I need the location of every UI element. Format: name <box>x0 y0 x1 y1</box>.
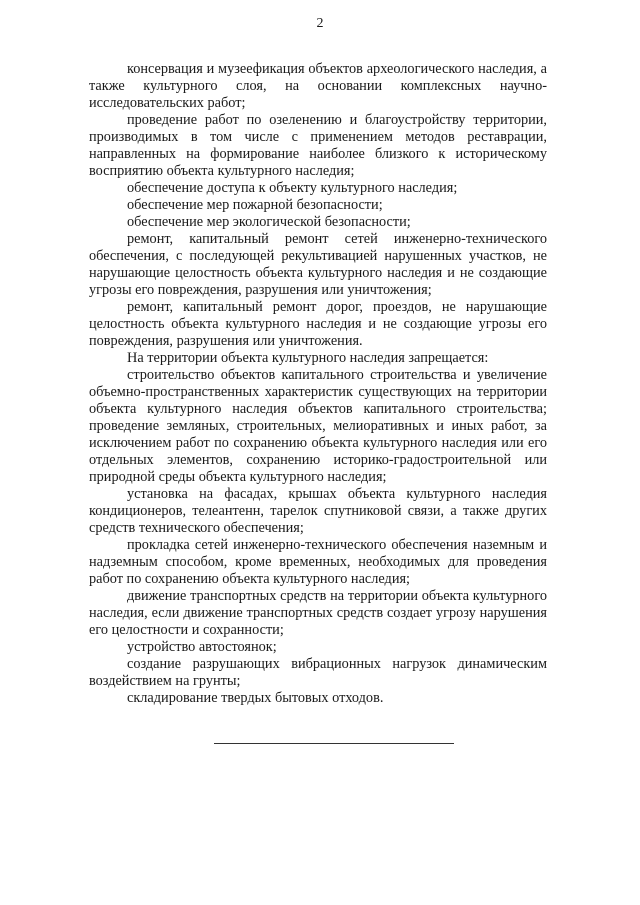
page-number: 2 <box>316 16 324 31</box>
closing-divider <box>214 743 454 744</box>
paragraph-prohibitions-heading: На территории объекта культурного наследия запрещается: <box>127 350 489 366</box>
paragraph-vibration-ban: создание разрушающих вибрационных нагрузок динамическим воздействием на грунты; <box>89 656 547 689</box>
paragraph-archaeology-conservation: консервация и музеефикация объектов археологического наследия, а также культурного слоя, на основании комплексных научно-исследовательских работ; <box>89 61 547 111</box>
document-body <box>89 61 547 707</box>
paragraph-network-repair: ремонт, капитальный ремонт сетей инженерно-технического обеспечения, с последующей рекультивацией нарушенных участков, не нарушающие целостность объекта культурного наследия и не создающие угрозы его повреждения, разрушения или уничтожения; <box>89 231 547 298</box>
paragraph-construction-ban: строительство объектов капитального строительства и увеличение объемно-пространственных характеристик существующих на территории объекта культурного наследия объектов капитального строительства; проведение земляных, строительных, мелиоративных и иных работ, за исключением работ по сохранению объекта культурного наследия или его отдельных элементов, сохранению историко-градостроительной или природной среды объекта культурного наследия; <box>89 367 547 485</box>
paragraph-access: обеспечение доступа к объекту культурного наследия; <box>127 180 458 196</box>
paragraph-waste-ban: складирование твердых бытовых отходов. <box>127 690 384 706</box>
paragraph-ecological-safety: обеспечение мер экологической безопасности; <box>127 214 411 230</box>
paragraph-parking-ban: устройство автостоянок; <box>127 639 277 655</box>
paragraph-facade-equipment-ban: установка на фасадах, крышах объекта культурного наследия кондиционеров, телеантенн, тарелок спутниковой связи, а также других средств технического обеспечения; <box>89 486 547 536</box>
paragraph-road-repair: ремонт, капитальный ремонт дорог, проездов, не нарушающие целостность объекта культурного наследия и не создающие угрозы его повреждения, разрушения или уничтожения. <box>89 299 547 349</box>
paragraph-landscaping: проведение работ по озеленению и благоустройству территории, производимых в том числе с применением методов реставрации, направленных на формирование наиболее близкого к историческому восприятию объекта культурного наследия; <box>89 112 547 179</box>
paragraph-vehicle-traffic-ban: движение транспортных средств на территории объекта культурного наследия, если движение транспортных средств создает угрозу нарушения его целостности и сохранности; <box>89 588 547 638</box>
paragraph-network-laying-ban: прокладка сетей инженерно-технического обеспечения наземным и надземным способом, кроме временных, необходимых для проведения работ по сохранению объекта культурного наследия; <box>89 537 547 587</box>
paragraph-fire-safety: обеспечение мер пожарной безопасности; <box>127 197 383 213</box>
